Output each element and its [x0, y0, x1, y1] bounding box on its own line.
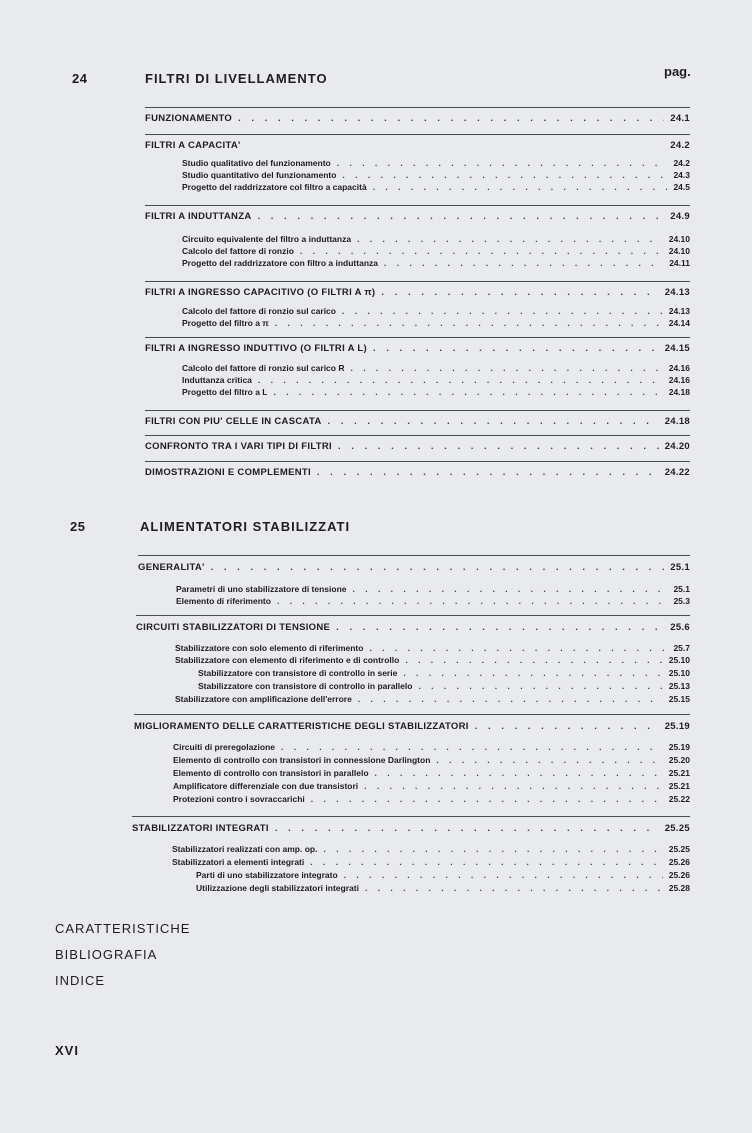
toc-entry[interactable]: GENERALITA' . . . 25.1 [138, 562, 690, 573]
toc-entry[interactable]: Calcolo del fattore di ronzio . . . 24.10 [182, 246, 690, 256]
toc-entry[interactable]: Elemento di controllo con transistori in connessione Darlington . . . 25.20 [173, 755, 690, 765]
page-number: XVI [55, 1043, 79, 1058]
toc-entry[interactable]: Stabilizzatore con amplificazione dell'errore . . . 25.15 [175, 694, 690, 704]
section-rule [145, 107, 690, 108]
toc-entry[interactable]: FILTRI A INGRESSO INDUTTIVO (O FILTRI A L) . . . 24.15 [145, 343, 690, 354]
toc-entry[interactable]: MIGLIORAMENTO DELLE CARATTERISTICHE DEGLI STABILIZZATORI . . . 25.19 [134, 721, 690, 732]
toc-entry[interactable]: Studio quantitativo del funzionamento . . . 24.3 [182, 170, 690, 180]
toc-entry[interactable]: Elemento di riferimento . . . 25.3 [176, 596, 690, 606]
toc-entry[interactable]: Stabilizzatori a elementi integrati . . . 25.26 [172, 857, 690, 867]
toc-entry[interactable]: FILTRI A INGRESSO CAPACITIVO (O FILTRI A π) . . . 24.13 [145, 287, 690, 298]
toc-entry[interactable]: Stabilizzatore con transistore di controllo in parallelo . . . 25.13 [198, 681, 690, 691]
section-rule [145, 337, 690, 338]
section-rule [145, 435, 690, 436]
chapter-25-number: 25 [70, 519, 86, 534]
toc-entry[interactable]: STABILIZZATORI INTEGRATI . . . 25.25 [132, 823, 690, 834]
toc-entry[interactable]: Amplificatore differenziale con due transistori . . . 25.21 [173, 781, 690, 791]
chapter-25-title: ALIMENTATORI STABILIZZATI [140, 519, 351, 534]
section-rule [145, 134, 690, 135]
toc-entry[interactable]: CIRCUITI STABILIZZATORI DI TENSIONE . . . 25.6 [136, 622, 690, 633]
toc-entry[interactable]: Parametri di uno stabilizzatore di tensione . . . 25.1 [176, 584, 690, 594]
toc-entry[interactable]: Progetto del raddrizzatore con filtro a induttanza . . . 24.11 [182, 258, 690, 268]
toc-entry[interactable]: CONFRONTO TRA I VARI TIPI DI FILTRI . . . 24.20 [145, 441, 690, 452]
toc-entry[interactable]: Calcolo del fattore di ronzio sul carico . . . 24.13 [182, 306, 690, 316]
toc-entry[interactable]: FILTRI A CAPACITA' 24.2 [145, 140, 690, 151]
toc-entry[interactable]: Utilizzazione degli stabilizzatori integrati . . . 25.28 [196, 883, 690, 893]
toc-entry[interactable]: Elemento di controllo con transistori in parallelo . . . 25.21 [173, 768, 690, 778]
appendix-indice[interactable]: INDICE [55, 973, 106, 988]
toc-entry[interactable]: FILTRI A INDUTTANZA . . . 24.9 [145, 211, 690, 222]
toc-entry[interactable]: Calcolo del fattore di ronzio sul carico R . . . 24.16 [182, 363, 690, 373]
toc-entry[interactable]: Circuiti di preregolazione . . . 25.19 [173, 742, 690, 752]
toc-entry[interactable]: DIMOSTRAZIONI E COMPLEMENTI . . . 24.22 [145, 467, 690, 478]
toc-entry[interactable]: Stabilizzatore con elemento di riferimento e di controllo . . . 25.10 [175, 655, 690, 665]
chapter-24-number: 24 [72, 71, 88, 86]
toc-entry[interactable]: FUNZIONAMENTO . . . 24.1 [145, 113, 690, 124]
toc-entry[interactable]: Stabilizzatore con transistore di controllo in serie . . . 25.10 [198, 668, 690, 678]
section-rule [145, 205, 690, 206]
section-rule [145, 281, 690, 282]
section-rule [145, 410, 690, 411]
section-rule [145, 461, 690, 462]
toc-entry[interactable]: Induttanza critica . . . 24.16 [182, 375, 690, 385]
appendix-caratteristiche[interactable]: CARATTERISTICHE [55, 921, 191, 936]
section-rule [134, 714, 690, 715]
section-rule [138, 555, 690, 556]
toc-entry[interactable]: Parti di uno stabilizzatore integrato . . . 25.26 [196, 870, 690, 880]
toc-entry[interactable]: Stabilizzatore con solo elemento di riferimento . . . 25.7 [175, 643, 690, 653]
toc-entry[interactable]: Progetto del filtro a π . . . 24.14 [182, 318, 690, 328]
section-rule [136, 615, 690, 616]
appendix-bibliografia[interactable]: BIBLIOGRAFIA [55, 947, 158, 962]
toc-entry[interactable]: Studio qualitativo del funzionamento . . . 24.2 [182, 158, 690, 168]
toc-entry[interactable]: Protezioni contro i sovraccarichi . . . 25.22 [173, 794, 690, 804]
toc-entry[interactable]: Stabilizzatori realizzati con amp. op. . . . 25.25 [172, 844, 690, 854]
toc-entry[interactable]: Progetto del raddrizzatore col filtro a capacità . . . 24.5 [182, 182, 690, 192]
page-column-label: pag. [664, 64, 691, 79]
chapter-24-title: FILTRI DI LIVELLAMENTO [145, 71, 328, 86]
section-rule [132, 816, 690, 817]
toc-entry[interactable]: FILTRI CON PIU' CELLE IN CASCATA . . . 24.18 [145, 416, 690, 427]
toc-entry[interactable]: Circuito equivalente del filtro a induttanza . . . 24.10 [182, 234, 690, 244]
toc-entry[interactable]: Progetto del filtro a L . . . 24.18 [182, 387, 690, 397]
